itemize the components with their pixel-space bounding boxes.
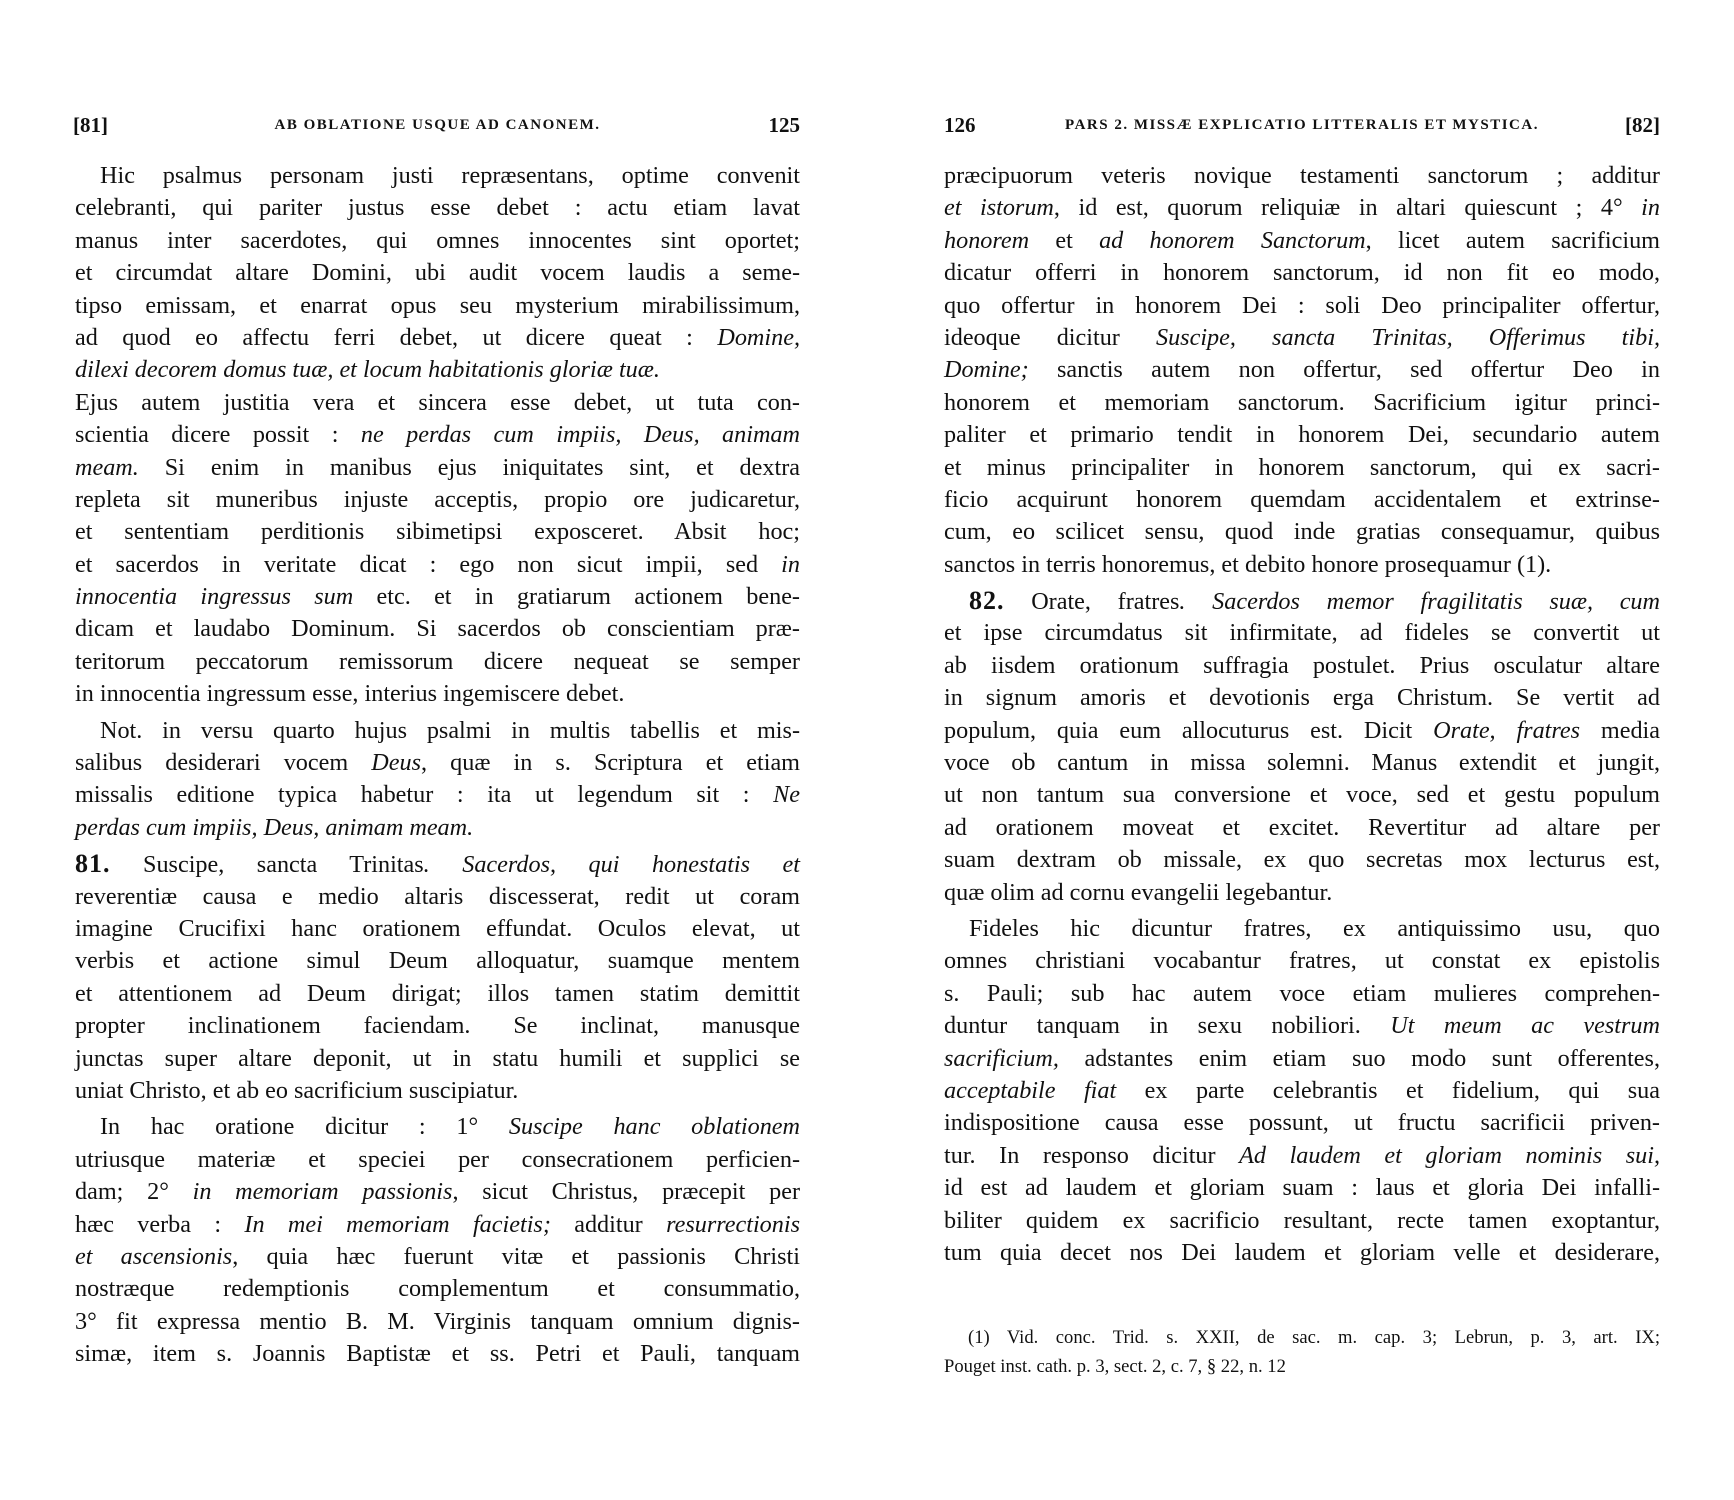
text-run: biliter quidem ex sacrificio resultant, recte tamen exoptantur, <box>944 1206 1660 1234</box>
text-run: salibus desiderari vocem <box>75 749 372 777</box>
text-line <box>944 160 1660 192</box>
left-page-number: 125 <box>768 113 800 137</box>
text-line <box>75 257 800 289</box>
text-run: et <box>1029 226 1100 254</box>
text-line <box>75 419 800 451</box>
italic-run: honorem <box>944 226 1030 254</box>
text-run: celebranti, qui pariter justus esse debet : actu etiam lavat <box>75 194 800 222</box>
text-run: dicatur offerri in honorem sanctorum, id non fit eo modo, <box>944 259 1660 287</box>
italic-run: ne perdas cum impiis, Deus, animam <box>360 421 800 449</box>
text-line <box>75 484 800 516</box>
text-run: imagine Crucifixi hanc orationem effundat. Oculos elevat, ut <box>75 914 800 942</box>
italic-run: sacrificium, <box>944 1044 1059 1072</box>
text-line <box>75 1075 800 1107</box>
text-line <box>75 387 800 419</box>
text-run: in signum amoris et devotionis erga Christum. Se vertit ad <box>944 684 1660 712</box>
text-line <box>944 549 1660 581</box>
text-line <box>944 419 1660 451</box>
text-line <box>75 848 800 880</box>
text-run: , quæ in s. Scriptura et etiam <box>421 749 800 777</box>
italic-run: resurrectionis <box>666 1210 800 1238</box>
text-run: honorem et memoriam sanctorum. Sacrificium igitur princi- <box>944 388 1660 416</box>
text-line <box>944 877 1660 909</box>
text-run: ideoque dicitur <box>944 323 1156 351</box>
text-line <box>75 1241 800 1273</box>
text-run: adstantes enim etiam suo modo sunt offerentes, <box>1058 1044 1660 1072</box>
text-run: ficio acquirunt honorem quemdam accidentalem et extrinse- <box>944 485 1660 513</box>
text-line <box>944 257 1660 289</box>
text-line <box>944 844 1660 876</box>
text-line <box>75 1176 800 1208</box>
text-run: media <box>1580 716 1660 744</box>
text-line <box>75 812 800 844</box>
text-line <box>75 192 800 224</box>
text-line <box>944 1107 1660 1139</box>
text-line <box>944 1075 1660 1107</box>
text-run: Suscipe, sancta Trinitas <box>143 851 424 879</box>
text-line <box>75 549 800 581</box>
text-run: et attentionem ad Deum dirigat; illos tamen statim demittit <box>75 979 800 1007</box>
section-number: 81. <box>75 849 111 879</box>
text-line <box>944 452 1660 484</box>
text-run: manus inter sacerdotes, qui omnes innocentes sint oportet; <box>75 226 800 254</box>
text-run: 3° fit expressa mentio B. M. Virginis tanquam omnium dignis- <box>75 1307 800 1335</box>
text-line <box>944 387 1660 419</box>
text-run: Ejus autem justitia vera et sincera esse debet, ut tuta con- <box>75 388 800 416</box>
text-run: tum quia decet nos Dei laudem et gloriam velle et desiderare, <box>944 1238 1660 1266</box>
text-line <box>944 812 1660 844</box>
text-line <box>75 779 800 811</box>
italic-run: Orate, fratres <box>1433 716 1581 744</box>
text-line <box>75 1043 800 1075</box>
text-run: id est ad laudem et gloriam suam : laus et gloria Dei infalli- <box>944 1174 1660 1202</box>
right-page-header <box>944 113 1660 143</box>
italic-run: . Sacerdos memor fragilitatis suæ, cum <box>1179 588 1660 616</box>
text-line <box>75 322 800 354</box>
text-line <box>75 452 800 484</box>
italic-run: Domine, <box>717 323 800 351</box>
text-run: etc. et in gratiarum actionem bene- <box>353 583 800 611</box>
text-line <box>75 613 800 645</box>
text-run: Orate, fratres <box>1031 588 1180 616</box>
right-bracket-number: [82] <box>1625 113 1660 137</box>
text-line <box>944 913 1660 945</box>
text-line <box>75 913 800 945</box>
italic-run: et ascensionis <box>75 1242 233 1270</box>
text-line <box>944 322 1660 354</box>
section-number: 82. <box>969 586 1005 616</box>
text-line <box>944 945 1660 977</box>
text-line <box>75 881 800 913</box>
text-line <box>944 354 1660 386</box>
text-run: populum, quia eum allocuturus est. Dicit <box>944 716 1434 744</box>
text-line <box>944 715 1660 747</box>
text-line <box>75 1306 800 1338</box>
italic-run: Ut meum ac vestrum <box>1390 1012 1660 1040</box>
text-run: suam dextram ob missale, ex quo secretas mox lecturus est, <box>944 846 1660 874</box>
text-run: quæ olim ad cornu evangelii legebantur. <box>944 878 1333 906</box>
left-page-header <box>75 113 800 143</box>
text-run: dicam et laudabo Dominum. Si sacerdos ob conscientiam præ- <box>75 615 800 643</box>
text-line <box>944 779 1660 811</box>
text-run: duntur tanquam in sexu nobiliori. <box>944 1012 1391 1040</box>
italic-run: Ad laudem et gloriam nominis sui, <box>1239 1141 1660 1169</box>
text-line <box>75 160 800 192</box>
text-line <box>75 945 800 977</box>
text-run: et circumdat altare Domini, ubi audit vocem laudis a seme- <box>75 259 800 287</box>
text-line <box>75 646 800 678</box>
text-run: missalis editione typica habetur : ita ut legendum sit : <box>75 781 774 809</box>
text-run: et ipse circumdatus sit infirmitate, ad fideles se convertit ut <box>944 619 1660 647</box>
text-run: sanctis autem non offertur, sed offertur Deo in <box>1028 356 1660 384</box>
text-line <box>944 1205 1660 1237</box>
text-line <box>75 516 800 548</box>
text-line <box>944 650 1660 682</box>
text-run: ad orationem moveat et excitet. Revertitur ad altare per <box>944 813 1660 841</box>
text-line <box>944 225 1660 257</box>
italic-run: Deus <box>371 749 421 777</box>
text-run: In hac oratione dicitur : 1° <box>100 1113 509 1141</box>
text-line <box>75 747 800 779</box>
text-line <box>75 1144 800 1176</box>
text-line <box>75 1111 800 1143</box>
text-line <box>944 585 1660 617</box>
text-run: quo offertur in honorem Dei : soli Deo principaliter offertur, <box>944 291 1660 319</box>
text-line <box>75 290 800 322</box>
text-run: et minus principaliter in honorem sanctorum, qui ex sacri- <box>944 453 1660 481</box>
text-line <box>75 1209 800 1241</box>
text-run: additur <box>550 1210 667 1238</box>
text-run: hæc verba : <box>75 1210 245 1238</box>
text-run: simæ, item s. Joannis Baptistæ et ss. Petri et Pauli, tanquam <box>75 1340 800 1368</box>
italic-run <box>1005 588 1032 615</box>
text-run: ut non tantum sua conversione et voce, sed et gestu populum <box>944 781 1660 809</box>
text-line <box>944 1237 1660 1269</box>
italic-run: innocentia ingressus sum <box>75 583 354 611</box>
text-run: Fideles hic dicuntur fratres, ex antiquissimo usu, quo <box>969 914 1660 942</box>
text-run: scientia dicere possit : <box>75 421 361 449</box>
italic-run: Suscipe hanc oblationem <box>508 1113 800 1141</box>
right-page-number: 126 <box>944 113 976 137</box>
text-run: junctas super altare deponit, ut in statu humili et supplici se <box>75 1044 800 1072</box>
text-run: et sententiam perditionis sibimetipsi exposceret. Absit hoc; <box>75 518 800 546</box>
italic-run: . Sacerdos, qui honestatis et <box>423 851 800 879</box>
right-running-title: PARS 2. MISSÆ EXPLICATIO LITTERALIS ET MYSTICA. <box>1065 117 1539 133</box>
text-line <box>944 516 1660 548</box>
text-run: paliter et primario tendit in honorem Dei, secundario autem <box>944 421 1660 449</box>
text-run: voce ob cantum in missa solemni. Manus extendit et jungit, <box>944 749 1660 777</box>
italic-run: ad honorem Sanctorum <box>1099 226 1366 254</box>
text-line <box>944 747 1660 779</box>
italic-run: perdas cum impiis, Deus, animam meam. <box>75 813 474 841</box>
text-run: ex parte celebrantis et fidelium, qui sua <box>1116 1076 1661 1104</box>
text-run: cum, eo scilicet sensu, quod inde gratias consequamur, quibus <box>944 518 1660 546</box>
text-line <box>944 617 1660 649</box>
left-page-body <box>75 160 800 1370</box>
text-line <box>75 978 800 1010</box>
text-run: nostræque redemptionis complementum et consummatio, <box>75 1275 800 1303</box>
text-line <box>75 581 800 613</box>
text-line <box>75 715 800 747</box>
left-running-title: AB OBLATIONE USQUE AD CANONEM. <box>274 117 601 133</box>
text-run: utriusque materiæ et speciei per consecrationem perficien- <box>75 1145 800 1173</box>
text-run: , sicut Christus, præcepit per <box>452 1178 800 1206</box>
text-run: , licet autem sacrificium <box>1365 226 1660 254</box>
italic-run: dilexi decorem domus tuæ, et locum habitationis gloriæ tuæ. <box>75 356 660 384</box>
text-run: dam; 2° <box>75 1178 193 1206</box>
text-run: Si enim in manibus ejus iniquitates sint, et dextra <box>138 453 800 481</box>
text-run: uniat Christo, et ab eo sacrificium suscipiatur. <box>75 1076 519 1104</box>
text-run: tipso emissam, et enarrat opus seu mysterium mirabilissimum, <box>75 291 800 319</box>
text-run: , id est, quorum reliquiæ in altari quiescunt ; 4° <box>1053 194 1642 222</box>
text-run: verbis et actione simul Deum alloquatur, suamque mentem <box>75 947 800 975</box>
text-line <box>944 192 1660 224</box>
text-run: ad quod eo affectu ferri debet, ut dicere queat : <box>75 323 718 351</box>
text-run: præcipuorum veteris novique testamenti sanctorum ; additur <box>944 162 1660 189</box>
text-line <box>944 1010 1660 1042</box>
text-line <box>75 1010 800 1042</box>
text-line <box>75 1338 800 1370</box>
italic-run: in <box>1641 194 1660 222</box>
text-line <box>75 354 800 386</box>
italic-run: in memoriam passionis <box>192 1178 453 1206</box>
text-run: tur. In responso dicitur <box>944 1141 1240 1169</box>
italic-run: Suscipe, sancta Trinitas, Offerimus tibi, <box>1155 323 1660 351</box>
text-line <box>75 225 800 257</box>
text-run: indispositione causa esse possunt, ut fructu sacrificii priven- <box>944 1109 1660 1137</box>
text-run: teritorum peccatorum remissorum dicere nequeat se semper <box>75 647 800 675</box>
italic-run: Ne <box>773 781 800 809</box>
text-run: s. Pauli; sub hac autem voce etiam mulieres comprehen- <box>944 979 1660 1007</box>
footnote-line: Pouget inst. cath. p. 3, sect. 2, c. 7, § 22, n. 12 <box>944 1356 1286 1377</box>
italic-run: Domine; <box>944 356 1029 384</box>
left-bracket-number: [81] <box>73 113 108 137</box>
text-run: et sacerdos in veritate dicat : ego non sicut impii, sed <box>75 550 782 578</box>
text-line <box>944 484 1660 516</box>
text-run: sanctos in terris honoremus, et debito honore prosequamur (1). <box>944 550 1552 578</box>
text-run: Hic psalmus personam justi repræsentans, optime convenit <box>100 162 800 189</box>
text-line <box>944 1043 1660 1075</box>
text-run: in innocentia ingressum esse, interius ingemiscere debet. <box>75 680 625 708</box>
text-line <box>75 678 800 710</box>
italic-run: et istorum <box>944 194 1054 222</box>
text-line <box>944 682 1660 714</box>
text-run: repleta sit muneribus injuste acceptis, propio ore judicaretur, <box>75 485 800 513</box>
text-line <box>944 290 1660 322</box>
text-run: reverentiæ causa e medio altaris discesserat, redit ut coram <box>75 882 800 910</box>
text-run: omnes christiani vocabantur fratres, ut constat ex epistolis <box>944 947 1660 975</box>
italic-run: meam. <box>75 453 139 481</box>
text-line <box>75 1273 800 1305</box>
text-run: Not. in versu quarto hujus psalmi in multis tabellis et mis- <box>100 716 800 744</box>
text-run: , quia hæc fuerunt vitæ et passionis Christi <box>232 1242 801 1270</box>
italic-run <box>111 851 144 878</box>
italic-run: acceptabile fiat <box>944 1076 1117 1104</box>
italic-run: In mei memoriam facietis; <box>244 1210 551 1238</box>
footnote-line: (1) Vid. conc. Trid. s. XXII, de sac. m. cap. 3; Lebrun, p. 3, art. IX; <box>968 1327 1660 1348</box>
text-line <box>944 978 1660 1010</box>
right-page-body <box>944 160 1660 1269</box>
italic-run: in <box>781 550 800 578</box>
footnotes <box>944 1323 1660 1381</box>
text-run: propter inclinationem faciendam. Se inclinat, manusque <box>75 1012 800 1040</box>
text-line <box>944 1172 1660 1204</box>
text-run: ab iisdem orationum suffragia postulet. Prius osculatur altare <box>944 651 1660 679</box>
text-line <box>944 1140 1660 1172</box>
